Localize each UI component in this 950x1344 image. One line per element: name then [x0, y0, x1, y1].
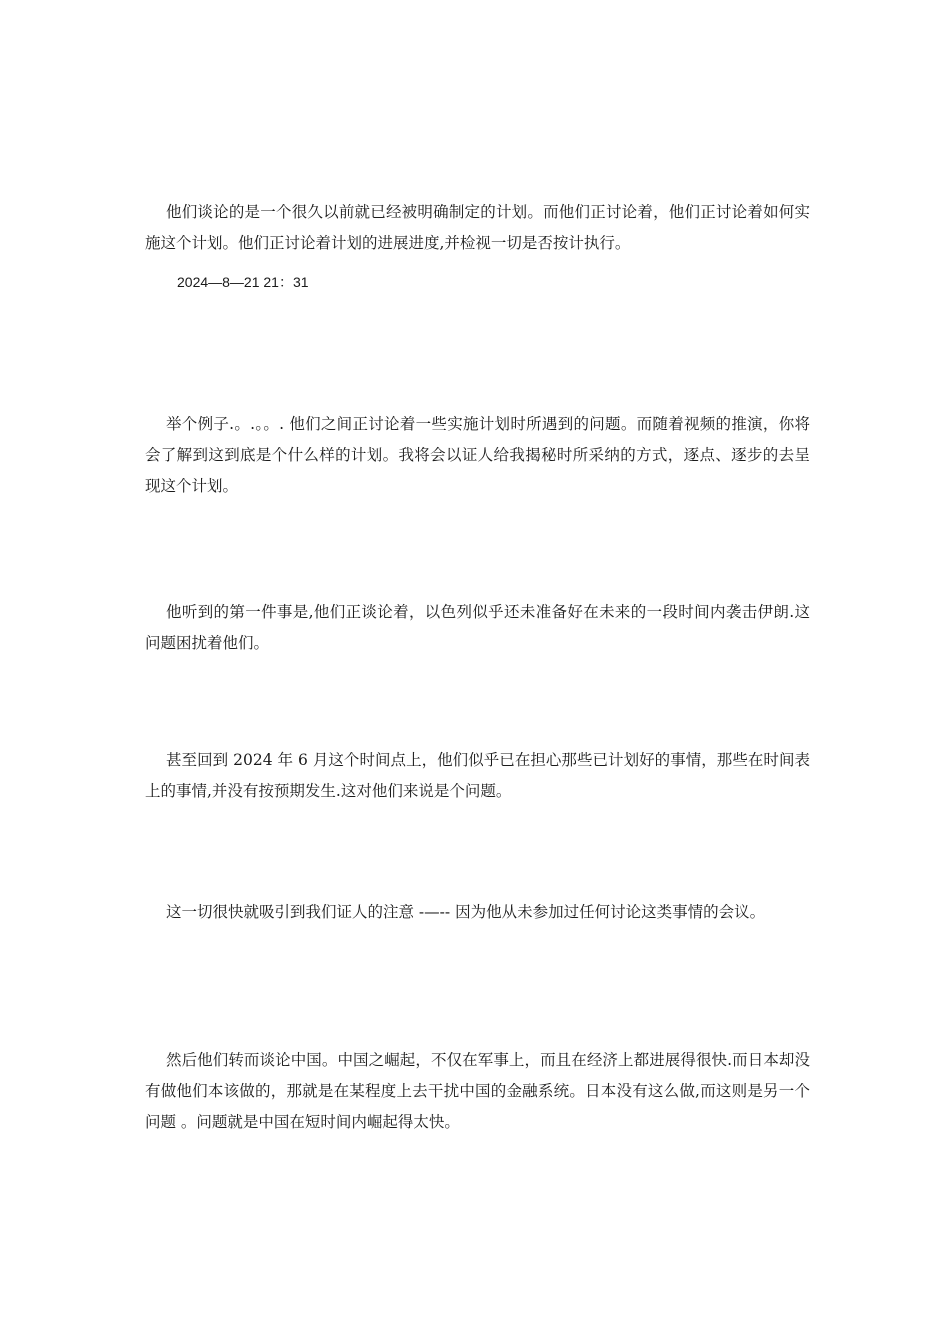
paragraph-example: 举个例子.。.。。. 他们之间正讨论着一些实施计划时所遇到的问题。而随着视频的推演，你将会了解到这到底是个什么样的计划。我将会以证人给我揭秘时所采纳的方式，逐点、逐步的去呈现这个计划。 [145, 415, 810, 495]
timestamp: 2024—8—21 21：31 [177, 274, 309, 290]
paragraph-china-rise: 然后他们转而谈论中国。中国之崛起，不仅在军事上，而且在经济上都进展得很快.而日本却没有做他们本该做的，那就是在某程度上去干扰中国的金融系统。日本没有这么做,而这则是另一个问题 。问题就是中国在短时间内崛起得太快。 [145, 1051, 810, 1131]
paragraph-plan-discussion: 他们谈论的是一个很久以前就已经被明确制定的计划。而他们正讨论着，他们正讨论着如何实施这个计划。他们正讨论着计划的进展进度,并检视一切是否按计执行。 [145, 203, 810, 252]
paragraph-israel-iran: 他听到的第一件事是,他们正谈论着，以色列似乎还未准备好在未来的一段时间内袭击伊朗.这问题困扰着他们。 [145, 603, 810, 652]
paragraph-witness-attention: 这一切很快就吸引到我们证人的注意 -—-- 因为他从未参加过任何讨论这类事情的会议。 [166, 903, 766, 921]
paragraph-june-2024: 甚至回到 2024 年 6 月这个时间点上，他们似乎已在担心那些已计划好的事情，那些在时间表上的事情,并没有按预期发生.这对他们来说是个问题。 [145, 751, 810, 800]
